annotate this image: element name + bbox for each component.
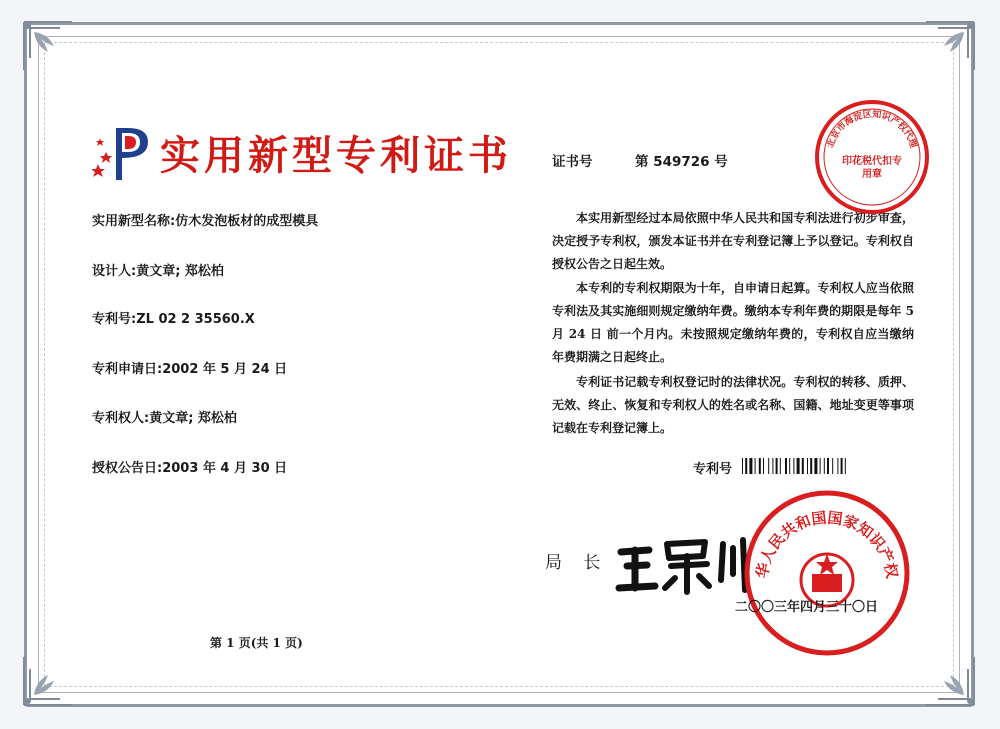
patent-office-logo-icon [92, 124, 154, 182]
barcode-bar [802, 458, 804, 474]
seal-center-text: 印花税代扣专用章 [842, 156, 902, 180]
barcode-bar [837, 458, 838, 474]
certificate-title: 实用新型专利证书 [160, 132, 512, 179]
barcode-bar [742, 458, 743, 474]
seal-ring-text: 北京市海淀区知识产权代理 [826, 109, 918, 150]
field-label: 专利号: [92, 312, 137, 327]
barcode-bar [780, 458, 781, 474]
corner-ornament-icon [908, 639, 978, 709]
utility-model-name: 仿木发泡板材的成型模具 [175, 214, 319, 229]
barcode-bar [776, 458, 778, 474]
patent-number: ZL 02 2 35560.X [136, 312, 255, 327]
corner-ornament-icon [20, 18, 90, 88]
patentee-row [92, 407, 237, 426]
director-signature-icon [615, 530, 755, 596]
seal-ring-text: 华人民共和国国家知识产权 [752, 508, 902, 580]
barcode-bar [824, 458, 825, 474]
field-label: 专利申请日: [92, 362, 163, 377]
grant-date-row [92, 457, 287, 476]
corner-ornament-icon [20, 639, 90, 709]
tax-stamp-seal [812, 97, 932, 217]
designer-names: 黄文章; 郑松柏 [136, 264, 224, 279]
barcode-bar [807, 458, 808, 474]
barcode-bar [820, 458, 821, 474]
corner-ornament-icon [908, 18, 978, 88]
barcode-label: 专利号 [693, 462, 733, 477]
field-label: 实用新型名称: [92, 214, 176, 229]
barcode-bar [832, 458, 833, 474]
application-date-row [92, 358, 287, 377]
state-ip-office-seal [742, 488, 912, 658]
body-paragraph: 专利证书记载专利权登记时的法律状况。专利权的转移、质押、无效、终止、恢复和专利权人的姓名或名称、国籍、地址变更等事项记载在专利登记簿上。 [552, 375, 914, 435]
field-label: 授权公告日: [92, 461, 163, 476]
barcode-bar [797, 458, 800, 474]
barcode-bar [793, 458, 794, 474]
field-label: 设计人: [92, 264, 137, 279]
svg-text:中华人民共和国国家知识产权局 [742, 488, 901, 581]
grant-announcement-date: 2003 年 4 月 30 日 [162, 461, 288, 476]
barcode-bar [745, 458, 747, 474]
designer-row [92, 260, 224, 279]
application-date: 2002 年 5 月 24 日 [162, 362, 288, 377]
seal-ring-icon [742, 488, 912, 658]
body-paragraph: 本实用新型经过本局依照中华人民共和国专利法进行初步审查，决定授予专利权，颁发本证书并在专利登记簿上予以登记。专利权自授权公告之日起生效。 [552, 211, 914, 271]
field-label: 专利权人: [92, 411, 150, 426]
patentee-names: 黄文章; 郑松柏 [149, 411, 237, 426]
issue-date: 二〇〇三年四月三十〇日 [735, 600, 879, 615]
barcode-bar [785, 458, 787, 474]
barcode-bar [845, 458, 846, 474]
barcode-bar [772, 458, 773, 474]
barcode-bar [814, 458, 817, 474]
certificate-number: 第 549726 号 [635, 154, 728, 170]
barcode-bar [827, 458, 829, 474]
body-paragraph: 本专利的专利权期限为十年，自申请日起算。专利权人应当依照专利法及其实施细则规定缴纳年费。缴纳本专利年费的期限是每年 5 月 24 日 前一个月内。未按照规定缴纳年费的，专利权自应当缴纳年费期满之日起终止。 [552, 281, 914, 364]
barcode-bar [749, 458, 752, 474]
barcode-bar [789, 458, 790, 474]
barcode-bar [768, 458, 769, 474]
barcode-bar [755, 458, 756, 474]
director-label: 局 长 [545, 553, 609, 573]
barcode-bar [841, 458, 843, 474]
patent-number-row [92, 308, 255, 327]
barcode-bar [759, 458, 761, 474]
utility-model-name-row [92, 210, 318, 229]
page-indicator: 第 1 页(共 1 页) [210, 636, 303, 650]
barcode-bar [810, 458, 812, 474]
barcode-icon [742, 458, 894, 474]
barcode-bar [763, 458, 764, 474]
certificate-number-label: 证书号 [552, 154, 593, 170]
